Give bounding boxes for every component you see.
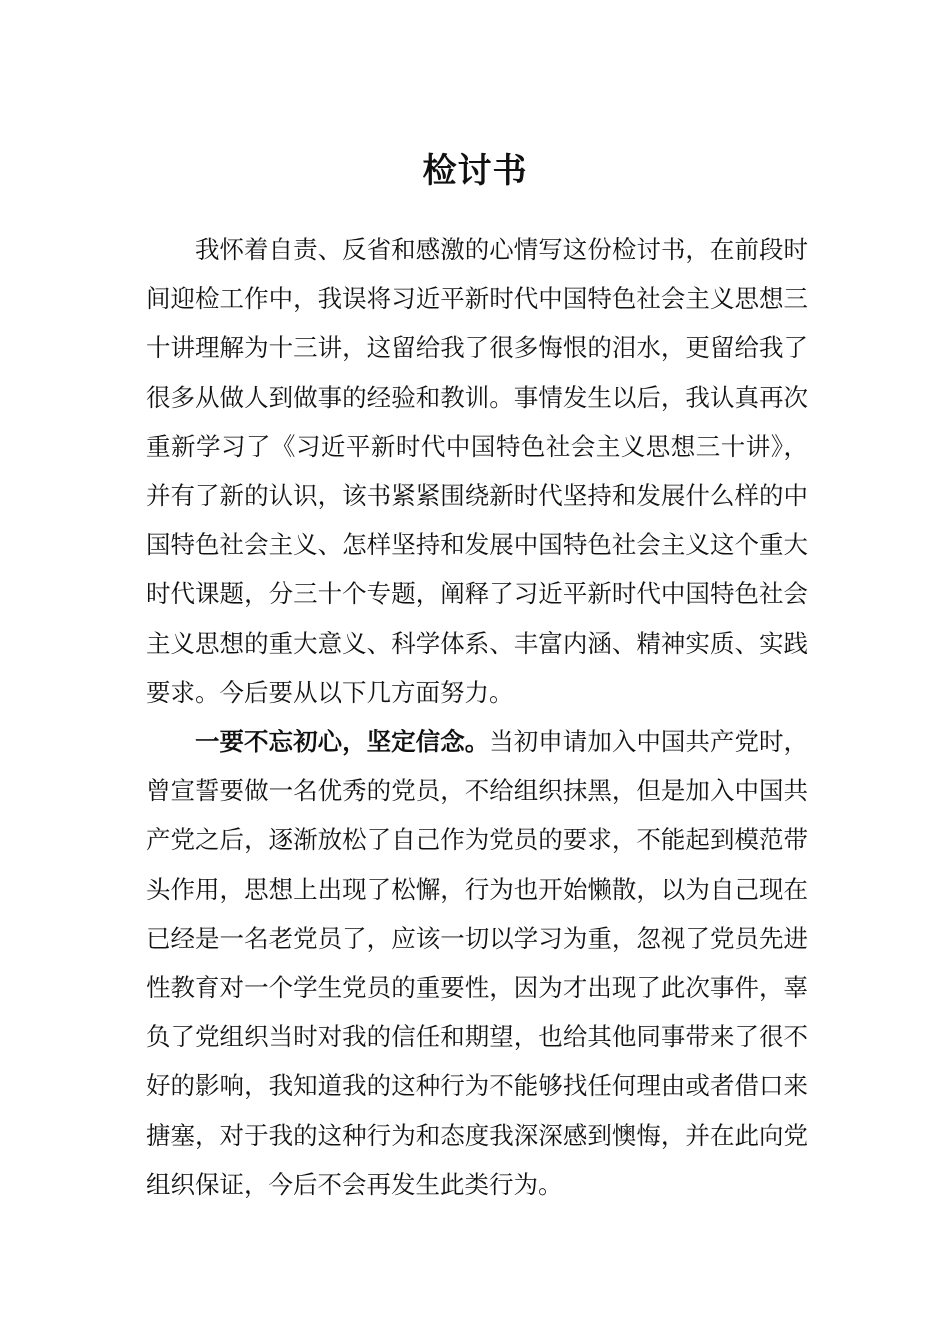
document-body [146,225,808,1209]
paragraph-2 [146,717,808,1209]
paragraph-2-lead: 一要不忘初心，坚定信念。 [195,727,490,757]
paragraph-1: 我怀着自责、反省和感激的心情写这份检讨书，在前段时间迎检工作中，我误将习近平新时代中国特色社会主义思想三十讲理解为十三讲，这留给我了很多悔恨的泪水，更留给我了很多从做人到做事的经验和教训。事情发生以后，我认真再次重新学习了《习近平新时代中国特色社会主义思想三十讲》，并有了新的认识，该书紧紧围绕新时代坚持和发展什么样的中国特色社会主义、怎样坚持和发展中国特色社会主义这个重大时代课题，分三十个专题，阐释了习近平新时代中国特色社会主义思想的重大意义、科学体系、丰富内涵、精神实质、实践要求。今后要从以下几方面努力。 [146,235,808,707]
document-title: 检讨书 [422,150,528,191]
paragraph-2-text: 当初申请加入中国共产党时，曾宣誓要做一名优秀的党员，不给组织抹黑，但是加入中国共产党之后，逐渐放松了自己作为党员的要求，不能起到模范带头作用，思想上出现了松懈，行为也开始懒散，以为自己现在已经是一名老党员了，应该一切以学习为重，忽视了党员先进性教育对一个学生党员的重要性，因为才出现了此次事件，辜负了党组织当时对我的信任和期望，也给其他同事带来了很不好的影响，我知道我的这种行为不能够找任何理由或者借口来搪塞，对于我的这种行为和态度我深深感到懊悔，并在此向党组织保证，今后不会再发生此类行为。 [146,727,808,1199]
